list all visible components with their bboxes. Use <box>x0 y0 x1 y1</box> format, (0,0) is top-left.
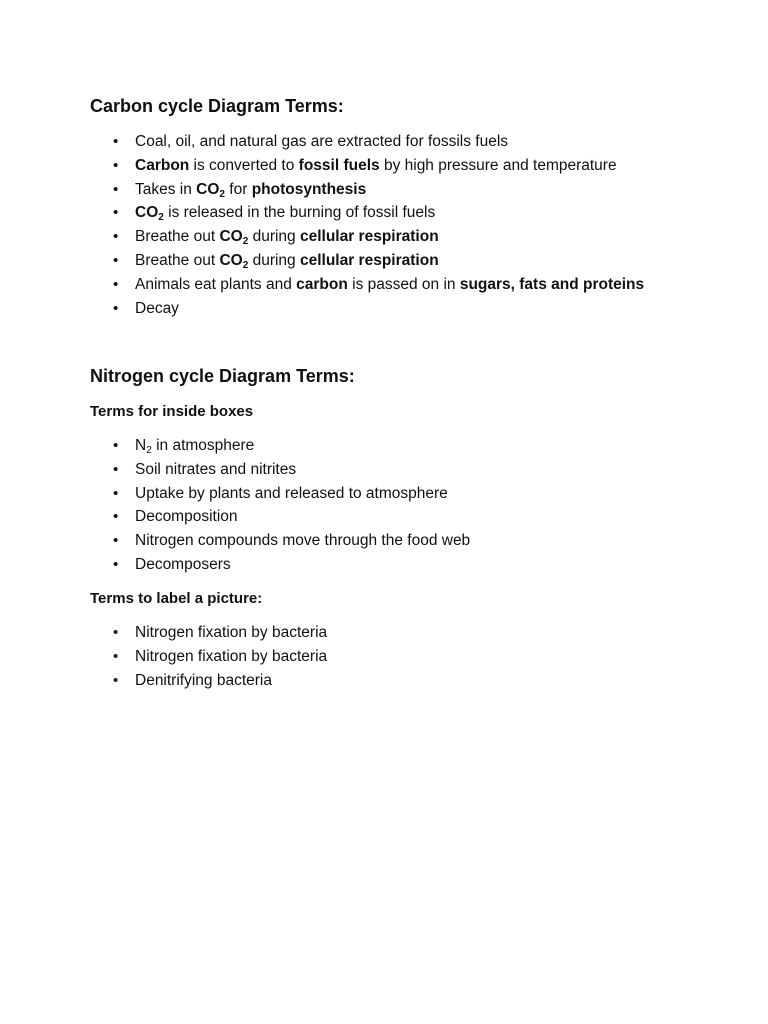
subscript-text: 2 <box>242 259 249 271</box>
nitrogen-cycle-heading: Nitrogen cycle Diagram Terms: <box>90 366 355 386</box>
item-text: Coal, oil, and natural gas are extracted for fossils fuels <box>135 133 509 150</box>
bold-text: CO <box>219 251 243 269</box>
bold-text: cellular respiration <box>299 228 439 246</box>
item-text: Breathe out <box>135 228 220 246</box>
bold-text: carbon <box>296 275 348 293</box>
bold-text: fossil fuels <box>298 156 380 174</box>
bullet-icon: • <box>113 180 119 198</box>
bullet-icon: • <box>113 460 119 478</box>
bullet-icon: • <box>113 133 119 150</box>
list-item <box>0 505 470 529</box>
item-text: Decomposition <box>135 508 238 526</box>
carbon-cycle-heading: Carbon cycle Diagram Terms: <box>90 96 344 116</box>
boxes-terms-subheading: Terms for inside boxes <box>90 403 254 420</box>
bullet-icon: • <box>113 624 119 641</box>
item-text: during <box>248 251 300 269</box>
list-item <box>0 154 644 178</box>
item-text: for <box>224 180 252 198</box>
subscript <box>158 212 164 223</box>
item-text: Uptake by plants and released to atmosphere <box>135 484 448 502</box>
boxes-terms-list <box>0 434 470 577</box>
list-item <box>0 553 470 577</box>
subscript: 2 <box>146 445 152 456</box>
item-text: Nitrogen compounds move through the food web <box>135 532 471 550</box>
picture-terms-list <box>0 621 327 692</box>
item-text: Breathe out <box>135 251 220 269</box>
bullet-icon: • <box>113 555 119 573</box>
list-item <box>0 201 644 225</box>
list-item <box>0 645 327 669</box>
bullet-icon: • <box>113 437 119 454</box>
bullet-icon: • <box>113 508 119 526</box>
list-item <box>0 249 644 273</box>
list-item <box>0 434 470 458</box>
list-item <box>0 529 470 553</box>
item-text: Soil nitrates and nitrites <box>135 460 297 478</box>
subscript <box>243 236 249 247</box>
subscript-text: 2 <box>242 236 249 248</box>
bullet-icon: • <box>113 275 119 293</box>
bullet-icon: • <box>113 204 119 222</box>
carbon-terms-list <box>0 130 644 320</box>
item-text: Nitrogen fixation by bacteria <box>135 624 328 641</box>
item-text: by high pressure and temperature <box>379 156 617 174</box>
subscript <box>219 189 225 200</box>
item-text: is released in the burning of fossil fuels <box>163 204 436 222</box>
list-item <box>0 178 644 202</box>
list-item <box>0 482 470 506</box>
item-text: in atmosphere <box>151 437 255 454</box>
bold-text: Carbon <box>135 156 190 174</box>
bold-text: CO <box>135 204 159 222</box>
list-item <box>0 621 327 645</box>
list-item <box>0 669 327 693</box>
picture-terms-subheading: Terms to label a picture: <box>90 590 263 607</box>
item-text: Denitrifying bacteria <box>135 671 272 689</box>
list-item <box>0 130 644 154</box>
bold-text: sugars, fats and proteins <box>459 275 645 293</box>
item-text: is converted to <box>189 156 299 174</box>
subscript-text: 2 <box>219 188 225 200</box>
bullet-icon: • <box>113 484 119 502</box>
item-text: Animals eat plants and <box>135 275 297 293</box>
item-text: Takes in <box>135 180 197 198</box>
list-item <box>0 225 644 249</box>
subscript-text: 2 <box>158 212 164 224</box>
bold-text: photosynthesis <box>251 180 367 198</box>
bold-text: CO <box>196 180 220 198</box>
list-item <box>0 273 644 297</box>
subscript <box>243 260 249 271</box>
item-text: is passed on in <box>347 275 460 293</box>
item-text: Decay <box>135 299 179 317</box>
bullet-icon: • <box>113 299 119 317</box>
bold-text: cellular respiration <box>299 251 439 269</box>
item-text: Nitrogen fixation by bacteria <box>135 647 328 665</box>
item-text: N <box>135 437 147 454</box>
list-item <box>0 458 470 482</box>
bullet-icon: • <box>113 251 119 269</box>
bullet-icon: • <box>113 228 119 246</box>
bullet-icon: • <box>113 532 119 550</box>
bullet-icon: • <box>113 156 119 174</box>
bullet-icon: • <box>113 647 119 665</box>
list-item <box>0 297 644 321</box>
bullet-icon: • <box>113 671 119 689</box>
bold-text: CO <box>219 228 243 246</box>
item-text: Decomposers <box>135 555 231 573</box>
item-text: during <box>248 228 300 246</box>
